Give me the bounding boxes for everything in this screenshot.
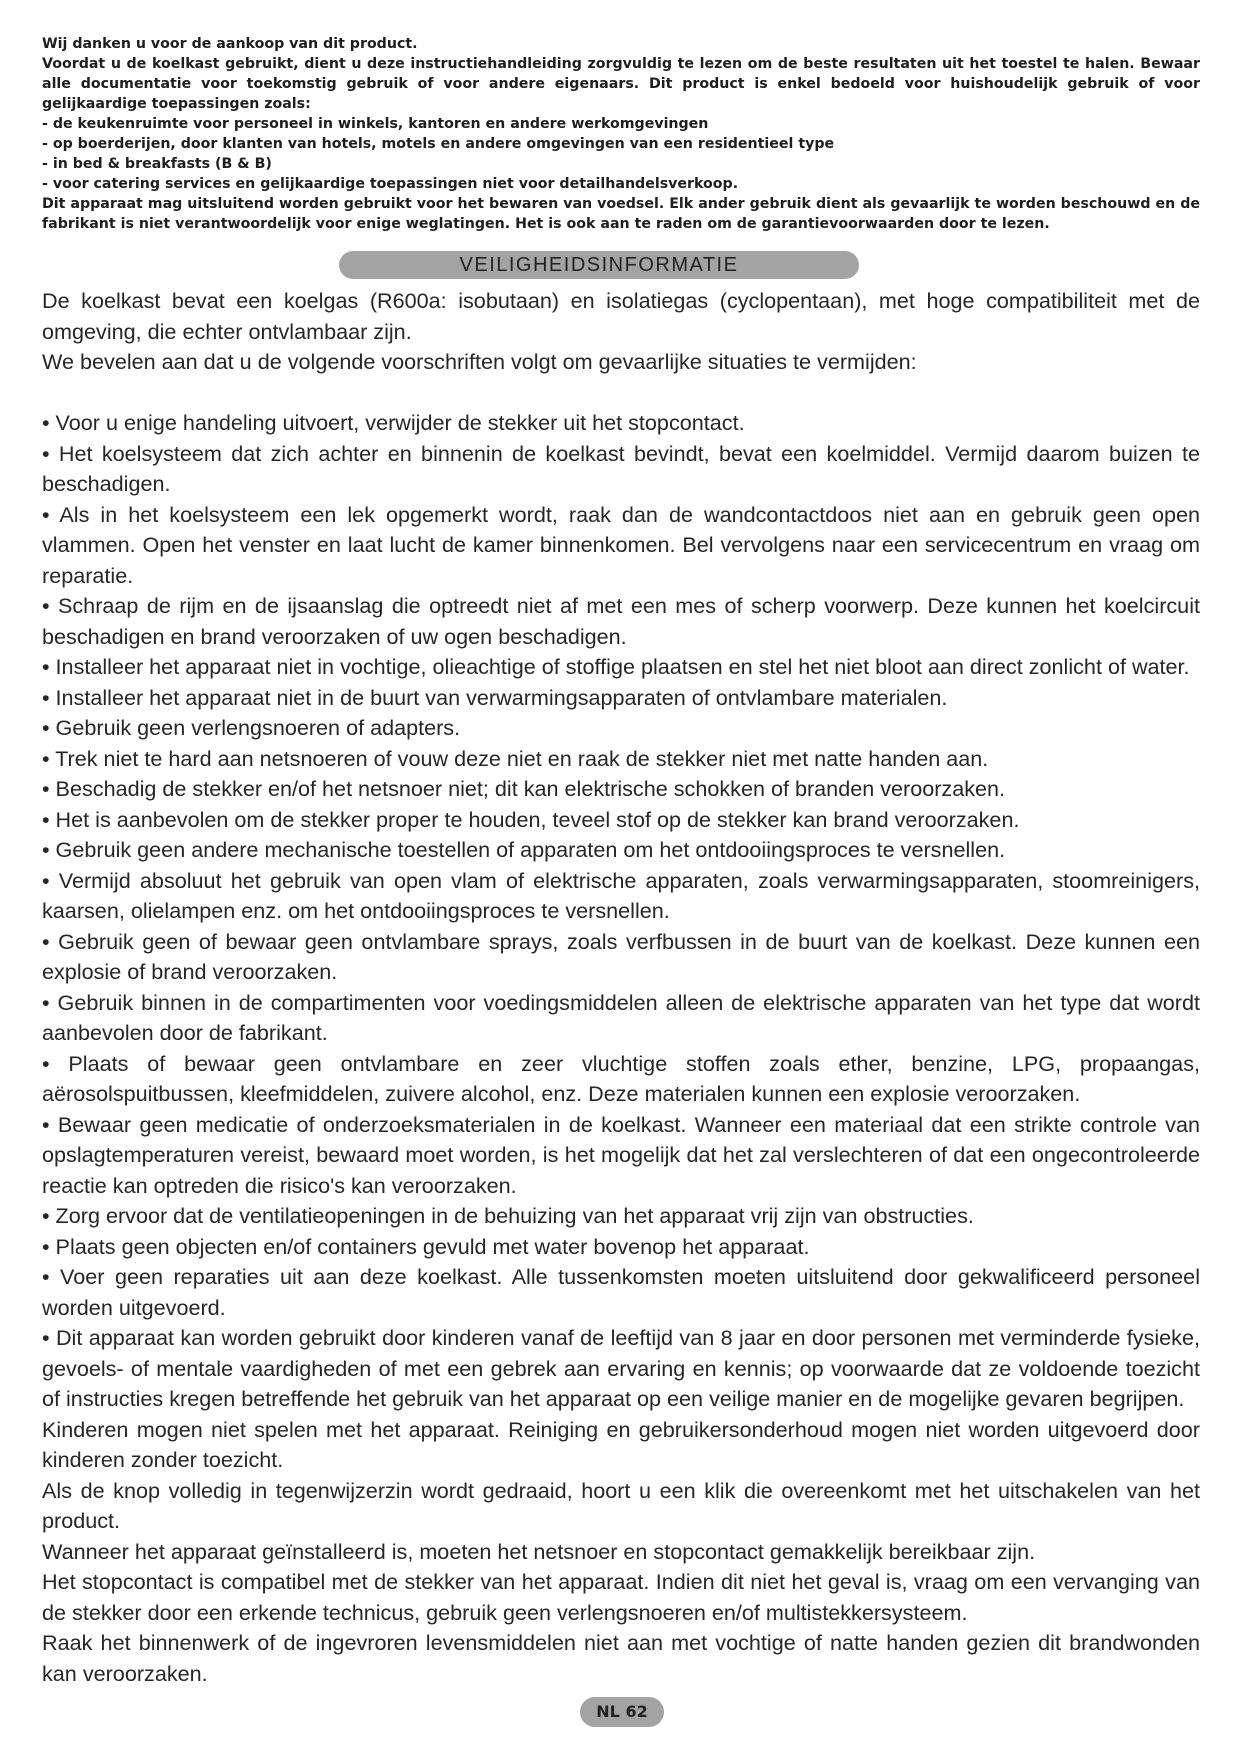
- safety-bullet: • Dit apparaat kan worden gebruikt door kinderen vanaf de leeftijd van 8 jaar en door personen met verminderde fysieke, gevoels- of mentale vaardigheden of met een gebrek aan ervaring en kennis; op voorwaarde dat ze voldoende toezicht of instructies kregen betreffende het gebruik van het apparaat op een veilige manier en de mogelijke gevaren begrijpen.: [42, 1325, 1200, 1411]
- safety-bullet: • Gebruik geen of bewaar geen ontvlambare sprays, zoals verfbussen in de buurt van de koelkast. Deze kunnen een explosie of brand veroorzaken.: [42, 928, 1200, 984]
- safety-bullet: • Zorg ervoor dat de ventilatieopeningen in de behuizing van het apparaat vrij zijn van obstructies.: [42, 1203, 974, 1228]
- safety-bullet: • Het koelsysteem dat zich achter en binnenin de koelkast bevindt, bevat een koelmiddel. Vermijd daarom buizen te beschadigen.: [42, 440, 1200, 496]
- intro-block: [42, 34, 1200, 234]
- safety-bullet: • Installeer het apparaat niet in de buurt van verwarmingsapparaten of ontvlambare materialen.: [42, 684, 948, 710]
- intro-liability: Dit apparaat mag uitsluitend worden gebruikt voor het bewaren van voedsel. Elk ander gebruik dient als gevaarlijk te worden beschouwd en de fabrikant is niet verantwoordelijk voor enige weglatingen. Het is ook aan te raden om de garantievoorwaarden door te lezen.: [42, 196, 1200, 232]
- intro-thanks: Wij danken u voor de aankoop van dit product.: [42, 36, 418, 52]
- safety-bullet: • Als in het koelsysteem een lek opgemerkt wordt, raak dan de wandcontactdoos niet aan en gebruik geen open vlammen. Open het venster en laat lucht de kamer binnenkomen. Bel vervolgens naar een servicecentrum en vraag om reparatie.: [42, 501, 1200, 588]
- intro-use-item: - op boerderijen, door klanten van hotels, motels en andere omgevingen van een residentieel type: [42, 136, 835, 152]
- safety-bullet: • Voer geen reparaties uit aan deze koelkast. Alle tussenkomsten moeten uitsluitend door gekwalificeerd personeel worden uitgevoerd.: [42, 1264, 1200, 1320]
- safety-bullet: • Trek niet te hard aan netsnoeren of vouw deze niet en raak de stekker niet met natte handen aan.: [42, 745, 989, 771]
- safety-bullet: • Beschadig de stekker en/of het netsnoer niet; dit kan elektrische schokken of branden veroorzaken.: [42, 776, 1006, 801]
- lead-paragraph: We bevelen aan dat u de volgende voorschriften volgt om gevaarlijke situaties te vermijden:: [42, 349, 917, 374]
- section-title: VEILIGHEIDSINFORMATIE: [339, 251, 859, 279]
- spacer: [42, 378, 1200, 409]
- safety-bullet: • Het is aanbevolen om de stekker proper te houden, teveel stof op de stekker kan brand veroorzaken.: [42, 806, 1020, 832]
- closing-paragraph: Het stopcontact is compatibel met de stekker van het apparaat. Indien dit niet het geval is, vraag om een vervanging van de stekker door een erkende technicus, gebruik geen verlengsnoeren en/of multistekkersysteem.: [42, 1569, 1200, 1625]
- closing-paragraph: Kinderen mogen niet spelen met het apparaat. Reiniging en gebruikersonderhoud mogen niet worden uitgevoerd door kinderen zonder toezicht.: [42, 1416, 1200, 1472]
- intro-instructions: Voordat u de koelkast gebruikt, dient u deze instructiehandleiding zorgvuldig te lezen om de beste resultaten uit het toestel te halen. Bewaar alle documentatie voor toekomstig gebruik of voor andere eigenaars. Dit product is enkel bedoeld voor huishoudelijk gebruik of voor gelijkaardige toepassingen zoals:: [42, 56, 1200, 112]
- intro-use-item: - voor catering services en gelijkaardige toepassingen niet voor detailhandelsverkoop.: [42, 176, 739, 192]
- page: [42, 34, 1200, 1689]
- intro-use-item: - de keukenruimte voor personeel in winkels, kantoren en andere werkomgevingen: [42, 116, 709, 132]
- closing-paragraph: Wanneer het apparaat geïnstalleerd is, moeten het netsnoer en stopcontact gemakkelijk bereikbaar zijn.: [42, 1538, 1036, 1564]
- intro-use-item: - in bed & breakfasts (B & B): [42, 156, 272, 172]
- closing-paragraph: Als de knop volledig in tegenwijzerzin wordt gedraaid, hoort u een klik die overeenkomt met het uitschakelen van het product.: [42, 1477, 1200, 1533]
- page-number: NL 62: [580, 1697, 664, 1727]
- safety-bullet: • Schraap de rijm en de ijsaanslag die optreedt niet af met een mes of scherp voorwerp. Deze kunnen het koelcircuit beschadigen en brand veroorzaken of uw ogen beschadigen.: [42, 593, 1200, 649]
- safety-body: [42, 286, 1200, 1689]
- safety-bullet: • Installeer het apparaat niet in vochtige, olieachtige of stoffige plaatsen en stel het niet bloot aan direct zonlicht of water.: [42, 654, 1190, 679]
- safety-bullet: • Plaats geen objecten en/of containers gevuld met water bovenop het apparaat.: [42, 1233, 810, 1259]
- safety-bullet: • Gebruik binnen in de compartimenten voor voedingsmiddelen alleen de elektrische apparaten van het type dat wordt aanbevolen door de fabrikant.: [42, 989, 1200, 1045]
- safety-bullet: • Bewaar geen medicatie of onderzoeksmaterialen in de koelkast. Wanneer een materiaal dat een strikte controle van opslagtemperaturen vereist, bewaard moet worden, is het mogelijk dat het zal verslechteren of dat een ongecontroleerde reactie kan optreden die risico's kan veroorzaken.: [42, 1111, 1200, 1198]
- safety-bullet: • Gebruik geen verlengsnoeren of adapters.: [42, 715, 461, 740]
- safety-bullet: • Vermijd absoluut het gebruik van open vlam of elektrische apparaten, zoals verwarmingsapparaten, stoomreinigers, kaarsen, olielampen enz. om het ontdooiingsproces te versnellen.: [42, 867, 1200, 923]
- safety-bullet: • Plaats of bewaar geen ontvlambare en zeer vluchtige stoffen zoals ether, benzine, LPG, propaangas, aërosolspuitbussen, kleefmiddelen, zuivere alcohol, enz. Deze materialen kunnen een explosie veroorzaken.: [42, 1050, 1200, 1106]
- safety-bullet: • Voor u enige handeling uitvoert, verwijder de stekker uit het stopcontact.: [42, 410, 745, 435]
- lead-paragraph: De koelkast bevat een koelgas (R600a: isobutaan) en isolatiegas (cyclopentaan), met hoge compatibiliteit met de omgeving, die echter ontvlambaar zijn.: [42, 288, 1200, 344]
- closing-paragraph: Raak het binnenwerk of de ingevroren levensmiddelen niet aan met vochtige of natte handen gezien dit brandwonden kan veroorzaken.: [42, 1630, 1200, 1686]
- safety-bullet: • Gebruik geen andere mechanische toestellen of apparaten om het ontdooiingsproces te versnellen.: [42, 837, 1006, 862]
- section-header: [42, 251, 1200, 279]
